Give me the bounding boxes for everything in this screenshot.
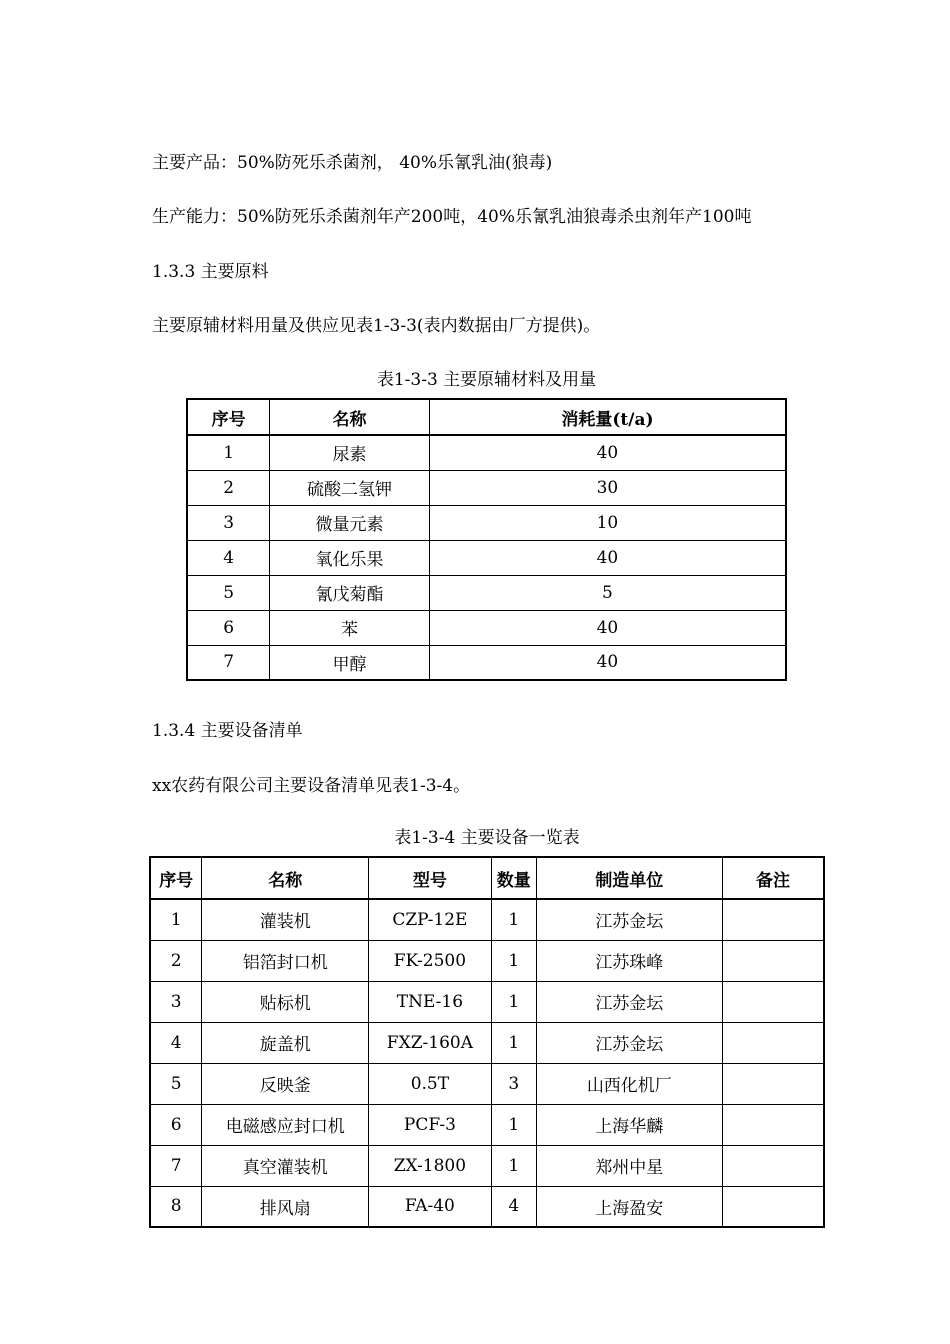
table-cell: FA-40	[369, 1186, 492, 1227]
table-row	[150, 981, 824, 1022]
section-heading-materials: 1.3.3 主要原料	[152, 262, 269, 282]
table-cell: 真空灌装机	[202, 1145, 369, 1186]
table-cell: 1	[491, 1104, 536, 1145]
table-cell: 6	[150, 1104, 202, 1145]
table-row	[150, 1145, 824, 1186]
table-cell: ZX-1800	[369, 1145, 492, 1186]
table-cell: 上海盈安	[536, 1186, 722, 1227]
table-row	[187, 505, 786, 540]
table-cell: PCF-3	[369, 1104, 492, 1145]
section-heading-equipment: 1.3.4 主要设备清单	[152, 721, 303, 741]
table-cell	[722, 1063, 824, 1104]
column-header: 型号	[369, 857, 492, 899]
table-cell: 1	[150, 899, 202, 940]
table-cell	[722, 981, 824, 1022]
table-cell: 5	[150, 1063, 202, 1104]
table-cell	[722, 1186, 824, 1227]
table-row	[150, 940, 824, 981]
table-cell: 3	[150, 981, 202, 1022]
column-header: 名称	[202, 857, 369, 899]
table-cell: 上海华麟	[536, 1104, 722, 1145]
table-cell: 40	[429, 645, 786, 680]
table-row	[150, 1186, 824, 1227]
column-header: 消耗量(t/a)	[429, 399, 786, 435]
table-cell	[722, 1022, 824, 1063]
table-cell: 反映釜	[202, 1063, 369, 1104]
table-row	[150, 899, 824, 940]
table-cell: 江苏金坛	[536, 899, 722, 940]
table-row	[187, 610, 786, 645]
main-products-text: 主要产品：50%防死乐杀菌剂， 40%乐氰乳油(狼毒)	[152, 153, 553, 173]
column-header: 名称	[270, 399, 430, 435]
table-cell: 40	[429, 540, 786, 575]
table-cell: 苯	[270, 610, 430, 645]
equipment-table-caption: 表1-3-4 主要设备一览表	[394, 828, 580, 848]
table-row	[187, 645, 786, 680]
table-cell: 40	[429, 435, 786, 470]
table-cell: TNE-16	[369, 981, 492, 1022]
materials-intro-text: 主要原辅材料用量及供应见表1-3-3(表内数据由厂方提供)。	[152, 316, 601, 336]
table-cell: FK-2500	[369, 940, 492, 981]
table-cell: 30	[429, 470, 786, 505]
table-cell: CZP-12E	[369, 899, 492, 940]
capacity-text: 生产能力：50%防死乐杀菌剂年产200吨，40%乐氰乳油狼毒杀虫剂年产100吨	[152, 207, 752, 227]
table-cell: 3	[187, 505, 270, 540]
table-cell: 排风扇	[202, 1186, 369, 1227]
table-cell: 4	[150, 1022, 202, 1063]
materials-table-caption: 表1-3-3 主要原辅材料及用量	[376, 370, 597, 390]
table-cell: FXZ-160A	[369, 1022, 492, 1063]
column-header: 数量	[491, 857, 536, 899]
table-cell: 1	[187, 435, 270, 470]
table-cell: 江苏珠峰	[536, 940, 722, 981]
table-header-row	[187, 399, 786, 435]
table-cell: 郑州中星	[536, 1145, 722, 1186]
table-row	[150, 1063, 824, 1104]
table-row	[150, 1022, 824, 1063]
table-cell: 山西化机厂	[536, 1063, 722, 1104]
equipment-table	[149, 856, 825, 1228]
table-row	[187, 435, 786, 470]
table-cell: 40	[429, 610, 786, 645]
table-cell: 10	[429, 505, 786, 540]
table-cell: 5	[187, 575, 270, 610]
table-row	[187, 470, 786, 505]
table-cell: 电磁感应封口机	[202, 1104, 369, 1145]
equipment-intro-text: xx农药有限公司主要设备清单见表1-3-4。	[152, 776, 471, 796]
table-cell: 5	[429, 575, 786, 610]
table-cell: 江苏金坛	[536, 981, 722, 1022]
table-cell: 氧化乐果	[270, 540, 430, 575]
table-cell: 灌装机	[202, 899, 369, 940]
table-cell: 硫酸二氢钾	[270, 470, 430, 505]
column-header: 备注	[722, 857, 824, 899]
table-cell: 4	[187, 540, 270, 575]
column-header: 序号	[150, 857, 202, 899]
column-header: 制造单位	[536, 857, 722, 899]
table-cell: 2	[150, 940, 202, 981]
table-cell: 旋盖机	[202, 1022, 369, 1063]
table-cell: 1	[491, 1022, 536, 1063]
table-cell: 微量元素	[270, 505, 430, 540]
table-cell: 尿素	[270, 435, 430, 470]
table-cell: 7	[150, 1145, 202, 1186]
table-cell: 7	[187, 645, 270, 680]
table-cell: 0.5T	[369, 1063, 492, 1104]
table-cell: 氰戊菊酯	[270, 575, 430, 610]
table-header-row	[150, 857, 824, 899]
table-cell: 3	[491, 1063, 536, 1104]
table-row	[150, 1104, 824, 1145]
table-cell: 8	[150, 1186, 202, 1227]
table-cell: 1	[491, 940, 536, 981]
table-cell: 贴标机	[202, 981, 369, 1022]
table-cell	[722, 1145, 824, 1186]
table-cell	[722, 940, 824, 981]
table-cell	[722, 899, 824, 940]
table-cell: 4	[491, 1186, 536, 1227]
table-row	[187, 540, 786, 575]
table-row	[187, 575, 786, 610]
table-cell: 1	[491, 899, 536, 940]
materials-table	[186, 398, 787, 681]
table-cell: 6	[187, 610, 270, 645]
column-header: 序号	[187, 399, 270, 435]
table-cell: 甲醇	[270, 645, 430, 680]
table-cell: 江苏金坛	[536, 1022, 722, 1063]
table-cell: 2	[187, 470, 270, 505]
table-cell: 1	[491, 1145, 536, 1186]
table-cell: 1	[491, 981, 536, 1022]
table-cell: 铝箔封口机	[202, 940, 369, 981]
table-cell	[722, 1104, 824, 1145]
